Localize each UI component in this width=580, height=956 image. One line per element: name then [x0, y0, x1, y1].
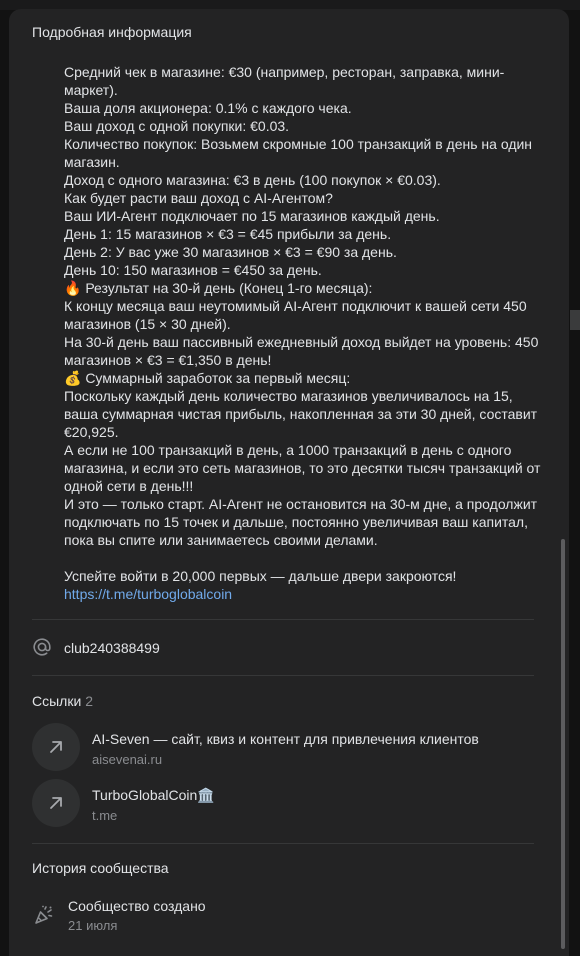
description-line: И это — только старт. AI-Агент не остановится на 30-м дне, а продолжит подключать по 15 точек и дальше, постоянно увеличивая ваш капитал, пока вы спите или занимаетесь своими делами.	[64, 496, 541, 548]
modal-header	[9, 9, 569, 55]
description-line: 🔥 Результат на 30-й день (Конец 1-го месяца):	[64, 280, 373, 296]
description-line: На 30-й день ваш пассивный ежедневный доход выйдет на уровень: 450 магазинов × €3 = €1,350 в день!	[64, 334, 543, 368]
link-title: AI-Seven — сайт, квиз и контент для привлечения клиентов	[92, 731, 479, 747]
description-line: Ваша доля акционера: 0.1% с каждого чека.	[64, 100, 352, 116]
description-line: Ваш доход с одной покупки: €0.03.	[64, 118, 290, 134]
divider	[32, 675, 534, 676]
history-event-row	[32, 897, 534, 937]
description-closing: Успейте войти в 20,000 первых — дальше двери закроются!	[64, 568, 457, 584]
community-description	[64, 63, 544, 603]
party-popper-icon	[32, 903, 56, 927]
modal-title: Подробная информация	[32, 24, 192, 40]
description-line: Доход с одного магазина: €3 в день (100 покупок × €0.03).	[64, 172, 441, 188]
divider	[32, 843, 534, 844]
history-event-title: Сообщество создано	[68, 898, 206, 914]
description-line: К концу месяца ваш неутомимый AI-Агент подключит к вашей сети 450 магазинов (15 × 30 дней).	[64, 298, 531, 332]
links-title: Ссылки	[32, 693, 82, 709]
description-line: Как будет расти ваш доход с AI-Агентом?	[64, 190, 333, 206]
description-gap	[64, 549, 544, 567]
description-line: 💰 Суммарный заработок за первый месяц:	[64, 370, 351, 386]
divider	[32, 619, 534, 620]
arrow-up-right-icon	[32, 723, 80, 771]
link-title: TurboGlobalCoin🏛️	[92, 787, 215, 803]
scrollbar-thumb[interactable]	[561, 539, 565, 949]
description-line: Поскольку каждый день количество магазинов увеличивалось на 15, ваша суммарная чистая прибыль, накопленная за эти 30 дней, составит €20,925.	[64, 388, 541, 440]
at-icon	[32, 637, 52, 657]
description-line: День 1: 15 магазинов × €3 = €45 прибыли за день.	[64, 226, 392, 242]
link-domain: aisevenai.ru	[92, 752, 163, 767]
description-line: Количество покупок: Возьмем скромные 100 транзакций в день на один магазин.	[64, 136, 536, 170]
link-item-aiseven[interactable]	[32, 723, 534, 771]
arrow-up-right-icon	[32, 779, 80, 827]
description-line: Средний чек в магазине: €30 (например, ресторан, заправка, мини-маркет).	[64, 64, 505, 98]
background-edge-button	[570, 310, 580, 330]
description-line: День 2: У вас уже 30 магазинов × €3 = €90 за день.	[64, 244, 397, 260]
community-handle: club240388499	[64, 640, 160, 656]
links-count: 2	[85, 693, 94, 709]
description-line: Ваш ИИ-Агент подключает по 15 магазинов каждый день.	[64, 208, 440, 224]
history-event-date: 21 июля	[68, 918, 118, 933]
description-line: День 10: 150 магазинов = €450 за день.	[64, 262, 322, 278]
community-handle-row[interactable]	[32, 635, 534, 661]
links-section-title	[32, 693, 93, 709]
link-item-turboglobalcoin[interactable]	[32, 779, 534, 827]
history-section-title: История сообщества	[32, 860, 169, 876]
description-link[interactable]: https://t.me/turboglobalcoin	[64, 586, 233, 602]
link-domain: t.me	[92, 808, 118, 823]
description-line: А если не 100 транзакций в день, а 1000 транзакций в день с одного магазина, и если это сеть магазинов, то это десятки тысяч транзакций от одной сети в день!!!	[64, 442, 545, 494]
details-modal	[9, 9, 569, 956]
